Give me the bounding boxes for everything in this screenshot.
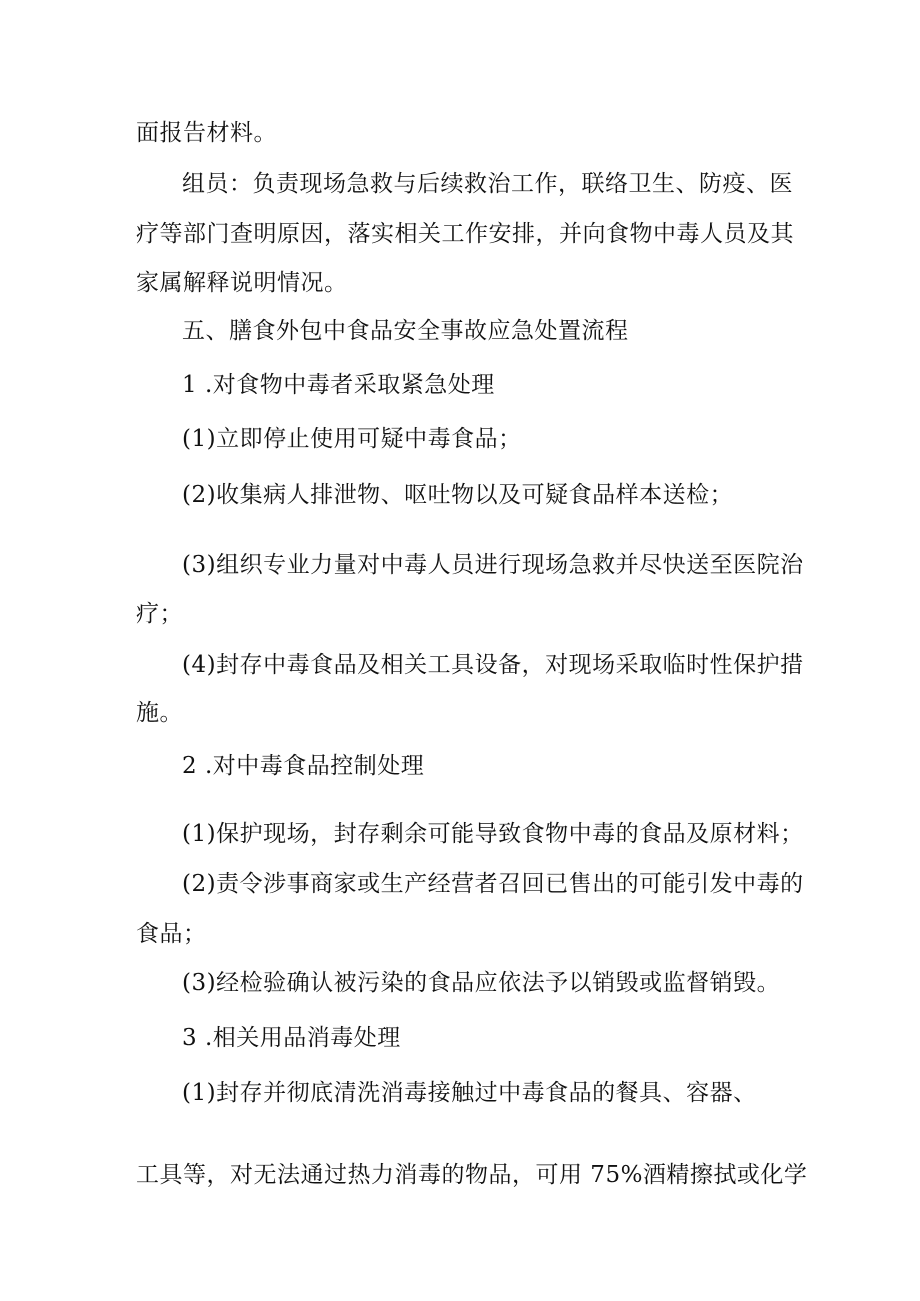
- list-item: (3)经检验确认被污染的食品应依法予以销毁或监督销毁。: [182, 970, 781, 996]
- list-item: (1)立即停止使用可疑中毒食品；: [182, 426, 522, 452]
- subsection-heading: 2 .对中毒食品控制处理: [182, 753, 425, 779]
- paragraph-line: 组员：负责现场急救与后续救治工作，联络卫生、防疫、医: [182, 171, 793, 197]
- section-heading: 五、膳食外包中食品安全事故应急处置流程: [182, 318, 629, 344]
- list-item-continuation: 工具等，对无法通过热力消毒的物品，可用 75%酒精擦拭或化学: [136, 1162, 808, 1188]
- list-item-continuation: 食品；: [136, 921, 207, 947]
- paragraph-line: 疗等部门查明原因，落实相关工作安排，并向食物中毒人员及其: [136, 221, 794, 247]
- list-item: (2)责令涉事商家或生产经营者召回已售出的可能引发中毒的: [182, 871, 804, 897]
- subsection-heading: 1 .对食物中毒者采取紧急处理: [182, 372, 495, 398]
- list-item: (1)封存并彻底清洗消毒接触过中毒食品的餐具、容器、: [182, 1080, 757, 1106]
- subsection-heading: 3 .相关用品消毒处理: [182, 1025, 401, 1051]
- list-item: (2)收集病人排泄物、呕吐物以及可疑食品样本送检；: [182, 482, 734, 508]
- list-item-continuation: 疗；: [136, 601, 183, 627]
- list-item: (4)封存中毒食品及相关工具设备，对现场采取临时性保护措: [182, 652, 804, 678]
- paragraph-line: 家属解释说明情况。: [136, 270, 348, 296]
- list-item: (3)组织专业力量对中毒人员进行现场急救并尽快送至医院治: [182, 552, 804, 578]
- list-item-continuation: 施。: [136, 700, 183, 726]
- paragraph-line: 面报告材料。: [136, 120, 277, 146]
- list-item: (1)保护现场，封存剩余可能导致食物中毒的食品及原材料；: [182, 821, 804, 847]
